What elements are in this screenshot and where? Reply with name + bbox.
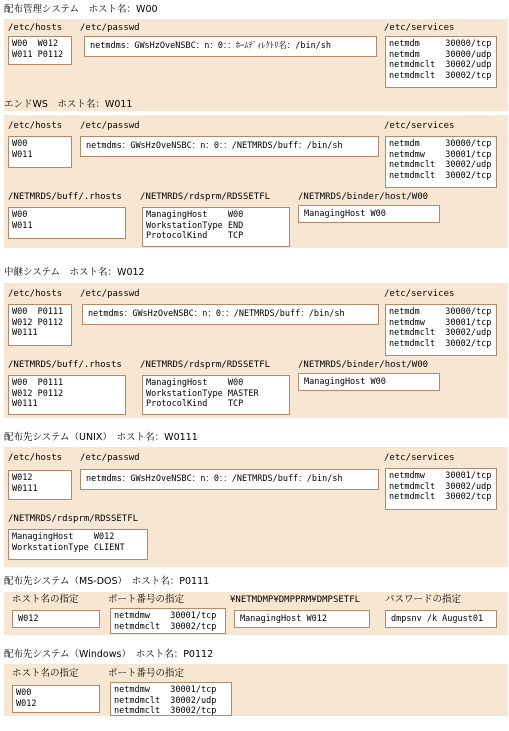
section-panel-p0111 [4, 592, 508, 635]
file-label: /NETMRDS/buff/.rhosts [8, 192, 122, 202]
file-line: netmdm 30000/tcp [389, 307, 492, 317]
file-line: WorkstationType END [146, 220, 244, 231]
binder-host-box [298, 205, 440, 223]
etc-hosts-box [8, 136, 72, 168]
file-line: WorkstationType CLIENT [12, 542, 125, 553]
etc-passwd-box [80, 469, 379, 490]
file-line: netmdm 30000/udp [389, 49, 492, 60]
file-line: ManagingHost W00 [304, 208, 386, 219]
setting-label: ホスト名の指定 [12, 668, 79, 679]
setting-label: パスワードの指定 [385, 594, 462, 605]
file-line: W012 [16, 698, 37, 709]
port-setting-box [110, 608, 226, 634]
file-line: dmpsnv /k August01 [391, 613, 484, 624]
file-line: netmdmclt 30002/udp [389, 481, 492, 492]
file-line: netmdmclt 30002/udp [389, 160, 492, 170]
binder-host-box [298, 373, 440, 391]
file-label: /NETMRDS/rdsprm/RDSSETFL [140, 192, 271, 202]
rdssetfl-box [8, 529, 148, 560]
file-label: /etc/passwd [80, 289, 140, 299]
file-line: netmdmw 30001/tcp [389, 317, 492, 328]
file-line: netmdms：GWsHzOveNSBC：n：0：：/NETMRDS/buff：/bin/sh [86, 474, 343, 485]
file-label: /NETMRDS/rdsprm/RDSSETFL [140, 360, 271, 370]
file-line: W00 P0111 [12, 307, 64, 317]
file-label: /NETMRDS/buff/.rhosts [8, 360, 122, 370]
file-line: W012 P0112 [12, 388, 64, 399]
file-line: netmdmw 30001/tcp [114, 685, 217, 695]
file-line: ProtocolKind TCP [146, 231, 244, 241]
section-panel-w0111 [4, 447, 508, 567]
etc-services-box [385, 468, 497, 510]
file-line: netmdms：GWsHzOveNSBC：n：0：：/NETMRDS/buff：/bin/sh [86, 141, 343, 152]
dmpsetfl-box [234, 610, 370, 628]
file-line: W011 [12, 149, 33, 160]
setting-label: ポート番号の指定 [108, 668, 185, 679]
file-line: netmdmw 30001/tcp [389, 471, 492, 481]
section-title-w00: 配布管理システム ホスト名：W00 [4, 4, 158, 15]
rdssetfl-box [142, 207, 290, 247]
file-line: W00 [16, 688, 32, 698]
file-line: W012 [12, 473, 33, 483]
file-line: netmdmclt 30002/tcp [114, 706, 217, 716]
file-label: /etc/services [384, 289, 455, 299]
file-line: WorkstationType MASTER [146, 388, 259, 399]
section-title-w011: エンドWS ホスト名：W011 [4, 99, 133, 110]
etc-services-box [385, 304, 497, 356]
etc-hosts-box [8, 36, 72, 65]
rhosts-box [8, 207, 126, 239]
etc-passwd-box [80, 136, 379, 157]
file-line: ManagingHost W00 [304, 376, 386, 387]
file-line: netmdm 30000/tcp [389, 39, 492, 49]
file-line: ManagingHost W00 [146, 210, 244, 220]
section-title-w012: 中継システム ホスト名：W012 [4, 267, 145, 278]
file-label: /etc/hosts [8, 121, 63, 131]
file-line: W011 P0112 [12, 49, 64, 60]
etc-services-box [385, 136, 497, 188]
file-line: W00 [12, 139, 28, 149]
file-label: ¥NETMDMP¥DMPPRM¥DMPSETFL [230, 595, 361, 605]
file-label: /etc/passwd [80, 453, 140, 463]
file-line: W012 P0112 [12, 317, 64, 328]
section-panel-p0112 [4, 664, 508, 716]
file-line: netmdms：GWsHzOveNSBC：n：0：：/NETMRDS/buff：/bin/sh [88, 309, 345, 320]
file-label: /NETMRDS/binder/host/W00 [298, 360, 429, 370]
file-label: /etc/hosts [8, 453, 63, 463]
section-panel-w012 [4, 283, 508, 418]
file-line: W012 [18, 613, 39, 624]
file-line: W0111 [12, 399, 38, 409]
file-line: netmdmclt 30002/tcp [389, 492, 492, 502]
file-line: netmdmclt 30002/tcp [114, 621, 217, 632]
setting-label: ホスト名の指定 [12, 594, 79, 605]
etc-services-box [385, 36, 497, 88]
file-label: /etc/hosts [8, 289, 63, 299]
file-label: /etc/passwd [80, 23, 140, 33]
file-line: W00 [12, 210, 28, 220]
section-title-p0112: 配布先システム（Windows） ホスト名：P0112 [4, 649, 214, 660]
file-line: netmdmw 30001/tcp [114, 611, 217, 621]
file-line: netmdmclt 30002/tcp [389, 170, 492, 181]
section-title-p0111: 配布先システム（MS-DOS） ホスト名：P0111 [4, 576, 210, 587]
etc-passwd-box [82, 304, 379, 325]
file-label: /etc/passwd [80, 121, 140, 131]
file-line: W011 [12, 220, 33, 231]
rdssetfl-box [142, 375, 290, 415]
file-label: /NETMRDS/rdsprm/RDSSETFL [8, 514, 139, 524]
etc-hosts-box [8, 304, 72, 346]
file-line: netmdmclt 30002/tcp [389, 70, 492, 81]
file-line: ManagingHost W00 [146, 378, 244, 388]
section-title-w0111: 配布先システム（UNIX） ホスト名：W0111 [4, 432, 198, 443]
file-label: /etc/services [384, 121, 455, 131]
etc-hosts-box [8, 470, 72, 500]
file-line: ManagingHost W012 [12, 532, 115, 542]
file-label: /NETMRDS/binder/host/W00 [298, 192, 429, 202]
etc-passwd-box [84, 36, 377, 57]
file-line: netmdms：GWsHzOveNSBC：n：0：：ﾎｰﾑﾃﾞｨﾚｸﾄﾘ名：/bin/sh [90, 41, 332, 52]
file-line: W0111 [12, 483, 38, 494]
rhosts-box [8, 375, 126, 415]
file-line: netmdmclt 30002/udp [114, 695, 217, 706]
file-line: netmdmw 30001/tcp [389, 149, 492, 160]
hostname-setting-box [12, 610, 100, 628]
file-line: W00 P0111 [12, 378, 64, 388]
file-line: netmdm 30000/tcp [389, 139, 492, 149]
section-panel-w011 [4, 115, 508, 248]
file-label: /etc/services [384, 453, 455, 463]
file-line: W00 W012 [12, 39, 59, 49]
file-line: ManagingHost W012 [240, 613, 327, 624]
file-line: ProtocolKind TCP [146, 399, 244, 409]
file-line: W0111 [12, 328, 38, 338]
setting-label: ポート番号の指定 [108, 594, 185, 605]
port-setting-box [110, 682, 232, 716]
file-line: netmdmclt 30002/udp [389, 60, 492, 70]
hostname-setting-box [12, 685, 100, 713]
password-setting-box [385, 610, 497, 628]
file-label: /etc/hosts [8, 23, 63, 33]
file-label: /etc/services [384, 23, 455, 33]
file-line: netmdmclt 30002/udp [389, 328, 492, 338]
file-line: netmdmclt 30002/tcp [389, 338, 492, 349]
